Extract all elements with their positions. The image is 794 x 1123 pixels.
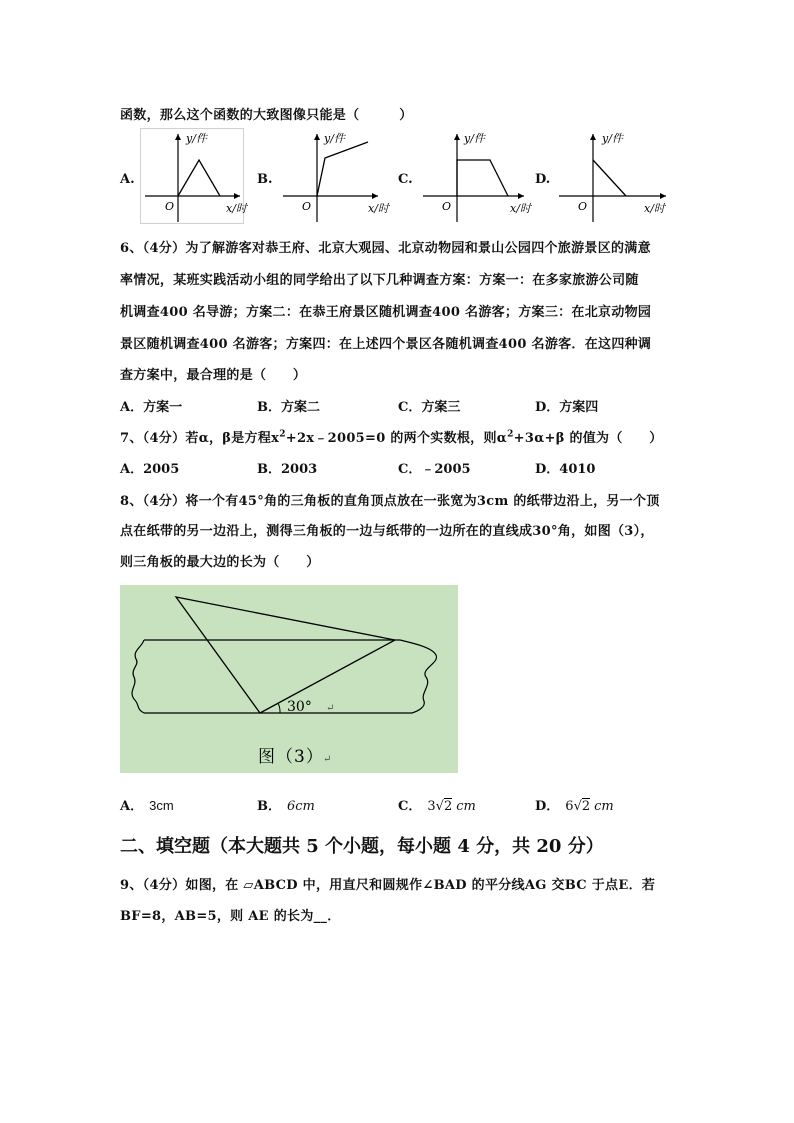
q8-option-d (535, 795, 614, 814)
q6-line-1: 6、（4分）为了解游客对恭王府、北京大观园、北京动物园和景山公园四个旅游景区的满意 (120, 241, 651, 256)
q6-line-5: 查方案中，最合理的是（ ） (120, 368, 307, 383)
q8-option-b-label: B． (257, 799, 281, 814)
q6-line-4: 景区随机调查400 名游客；方案四：在上述四个景区各随机调查400 名游客．在这四种调 (120, 337, 652, 352)
q7-option-d: D．4010 (535, 462, 596, 477)
figure-angle-label: 30° (287, 699, 312, 715)
q8-option-c-label: C． (398, 799, 422, 814)
q7-option-c: C．﹣2005 (398, 462, 471, 477)
q5-option-d-label: D. (535, 172, 551, 187)
q5-graph-d (556, 128, 672, 228)
q5-graph-b-curve (317, 142, 368, 196)
q8-option-d-unit: cm (594, 799, 614, 814)
q8-option-d-coef: 6 (565, 799, 574, 814)
figure-background (120, 585, 458, 773)
q8-option-b (257, 795, 315, 814)
q6-option-b: B．方案二 (257, 400, 320, 415)
q7-stem-b: +2x﹣2005=0 的两个实数根，则α (285, 431, 508, 446)
graph-ylabel: y/件 (464, 132, 485, 145)
q8-option-c-unit: cm (456, 799, 476, 814)
graph-xlabel: x/时 (644, 202, 665, 215)
q6-option-c: C．方案三 (398, 400, 461, 415)
q9-line-2: BF=8，AB=5，则 AE 的长为__． (120, 909, 341, 924)
graph-origin: O (578, 200, 588, 213)
q5-option-a-label: A. (120, 172, 135, 187)
figure-angle-mark: ↵ (326, 703, 335, 714)
q8-option-a-value: 3cm (149, 798, 174, 813)
q6-option-a: A．方案一 (120, 400, 183, 415)
q5-graph-b (280, 128, 389, 228)
graph-ylabel: y/件 (186, 132, 207, 145)
q8-figure (120, 585, 458, 777)
q8-line-1: 8、（4分）将一个有45°角的三角板的直角顶点放在一张宽为3cm 的纸带边沿上，另一个顶 (120, 494, 660, 509)
section-2-title: 二、填空题（本大题共 5 个小题，每小题 4 分，共 20 分） (120, 836, 604, 857)
q7-stem-a: 7、（4分）若α，β是方程x (120, 431, 280, 446)
graph-origin: O (165, 200, 175, 213)
q8-option-d-rad: 2 (581, 799, 591, 814)
q5-graph-d-curve (593, 160, 626, 196)
q8-option-a (120, 795, 174, 814)
q5-graph-c-curve (457, 160, 508, 196)
q8-option-c-rad: 2 (443, 799, 453, 814)
graph-ylabel: y/件 (324, 132, 345, 145)
q5-option-b-label: B. (257, 172, 273, 187)
q7-option-a: A．2005 (120, 462, 180, 477)
sqrt-icon: √ (573, 799, 582, 814)
q9-line-1: 9、（4分）如图，在 ▱ABCD 中，用直尺和圆规作∠BAD 的平分线AG 交BC 于点E．若 (120, 878, 656, 893)
q7-sup-2: 2 (507, 429, 514, 440)
graph-xlabel: x/时 (510, 202, 531, 215)
q6-line-2: 率情况，某班实践活动小组的同学给出了以下几种调查方案：方案一：在多家旅游公司随 (120, 273, 639, 288)
q8-line-3: 则三角板的最大边的长为（ ） (120, 555, 320, 570)
q7-sup-1: 2 (279, 429, 286, 440)
q8-option-d-label: D． (535, 799, 560, 814)
q8-option-c (398, 795, 476, 814)
q5-stem: 函数，那么这个函数的大致图像只能是（ ） (120, 108, 413, 123)
sqrt-icon: √ (435, 799, 444, 814)
q5-graph-a (140, 128, 247, 228)
q8-option-c-coef: 3 (427, 799, 436, 814)
q7-option-b: B．2003 (257, 462, 318, 477)
graph-xlabel: x/时 (368, 202, 389, 215)
q6-line-3: 机调查400 名导游；方案二：在恭王府景区随机调查400 名游客；方案三：在北京动物园 (120, 305, 652, 320)
graph-ylabel: y/件 (602, 132, 623, 145)
figure-caption-mark: ↵ (323, 754, 332, 765)
q8-option-b-value: 6cm (287, 799, 315, 814)
q5-graph-c (420, 128, 532, 228)
q7-stem (120, 427, 663, 446)
q7-stem-c: +3α+β 的值为（ ） (513, 431, 663, 446)
q8-line-2: 点在纸带的另一边沿上，测得三角板的一边与纸带的一边所在的直线成30°角，如图（3）， (120, 524, 654, 539)
q6-option-d: D．方案四 (535, 400, 599, 415)
q8-option-a-label: A． (120, 799, 144, 814)
graph-xlabel: x/时 (226, 202, 247, 215)
q5-graph-a-curve (178, 160, 220, 196)
figure-caption: 图（3） (258, 747, 324, 767)
graph-origin: O (302, 200, 312, 213)
graph-origin: O (442, 200, 452, 213)
q5-option-c-label: C. (398, 172, 413, 187)
